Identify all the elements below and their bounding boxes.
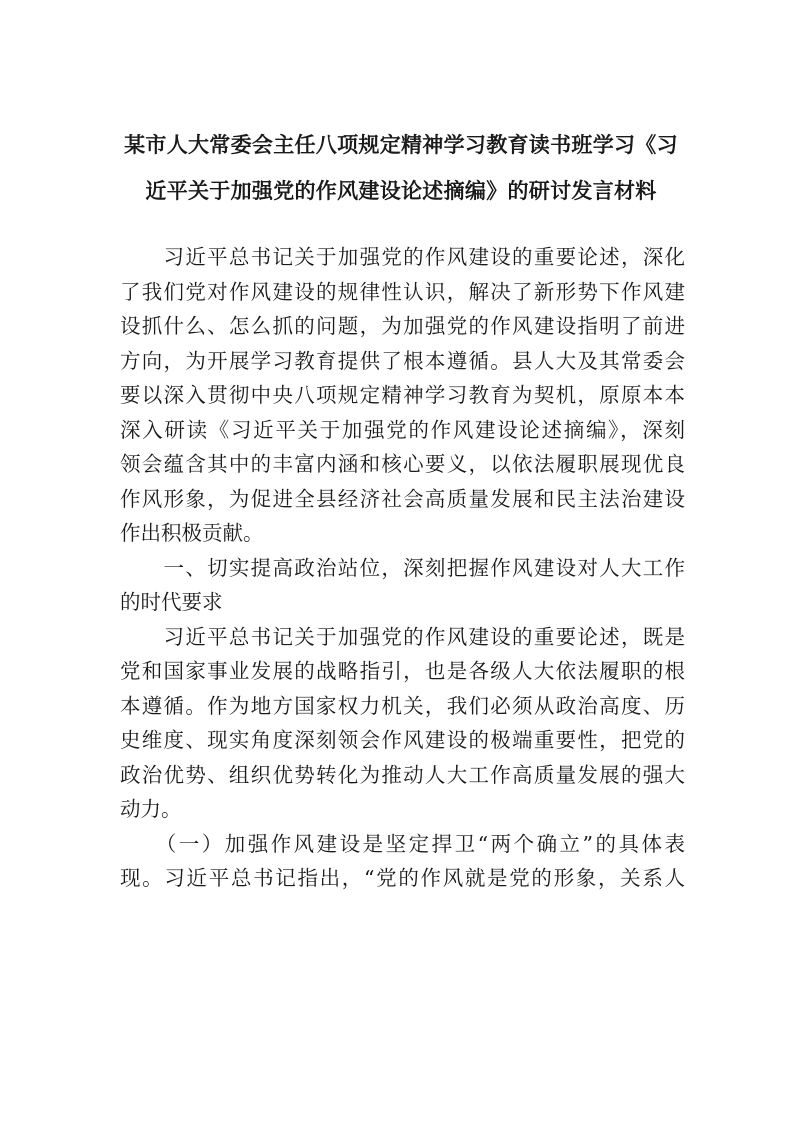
paragraph-intro	[120, 240, 685, 551]
text-line: 习近平总书记关于加强党的作风建设的重要论述，既是	[120, 624, 685, 649]
text-line: 党和国家事业发展的战略指引，也是各级人大依法履职的根	[120, 659, 685, 683]
text-line: 的时代要求	[120, 590, 223, 614]
text-line: 领会蕴含其中的丰富内涵和核心要义，以依法履职展现优良	[120, 452, 685, 476]
paragraph-subsection-1	[120, 827, 685, 896]
text-line: 史维度、现实角度深刻领会作风建设的极端重要性，把党的	[120, 728, 685, 752]
text-line: 本遵循。作为地方国家权力机关，我们必须从政治高度、历	[120, 693, 685, 718]
text-line: 作出积极贡献。	[120, 521, 264, 545]
text-line: 现。习近平总书记指出，“党的作风就是党的形象，关系人	[120, 866, 685, 890]
text-line: 要以深入贯彻中央八项规定精神学习教育为契机，原原本本	[120, 383, 685, 407]
section-heading-1	[120, 551, 685, 620]
paragraph-section-1	[120, 620, 685, 827]
text-line: 作风形象，为促进全县经济社会高质量发展和民主法治建设	[120, 486, 685, 511]
text-line: 习近平总书记关于加强党的作风建设的重要论述，深化	[120, 245, 685, 269]
text-line: 动力。	[120, 797, 182, 821]
text-line: 设抓什么、怎么抓的问题，为加强党的作风建设指明了前进	[120, 314, 685, 338]
title-line: 某市人大常委会主任八项规定精神学习教育读书班学习《习	[124, 132, 678, 157]
text-line: 一、切实提高政治站位，深刻把握作风建设对人大工作	[120, 555, 685, 580]
document-body	[120, 240, 685, 896]
title-line: 近平关于加强党的作风建设论述摘编》的研讨发言材料	[145, 178, 657, 203]
text-line: 方向，为开展学习教育提供了根本遵循。县人大及其常委会	[120, 348, 685, 373]
document-title	[117, 122, 685, 214]
text-line: （一）加强作风建设是坚定捍卫“两个确立”的具体表	[120, 831, 685, 856]
text-line: 了我们党对作风建设的规律性认识，解决了新形势下作风建	[120, 279, 685, 304]
text-line: 深入研读《习近平关于加强党的作风建设论述摘编》，深刻	[120, 417, 685, 442]
text-line: 政治优势、组织优势转化为推动人大工作高质量发展的强大	[120, 762, 685, 787]
